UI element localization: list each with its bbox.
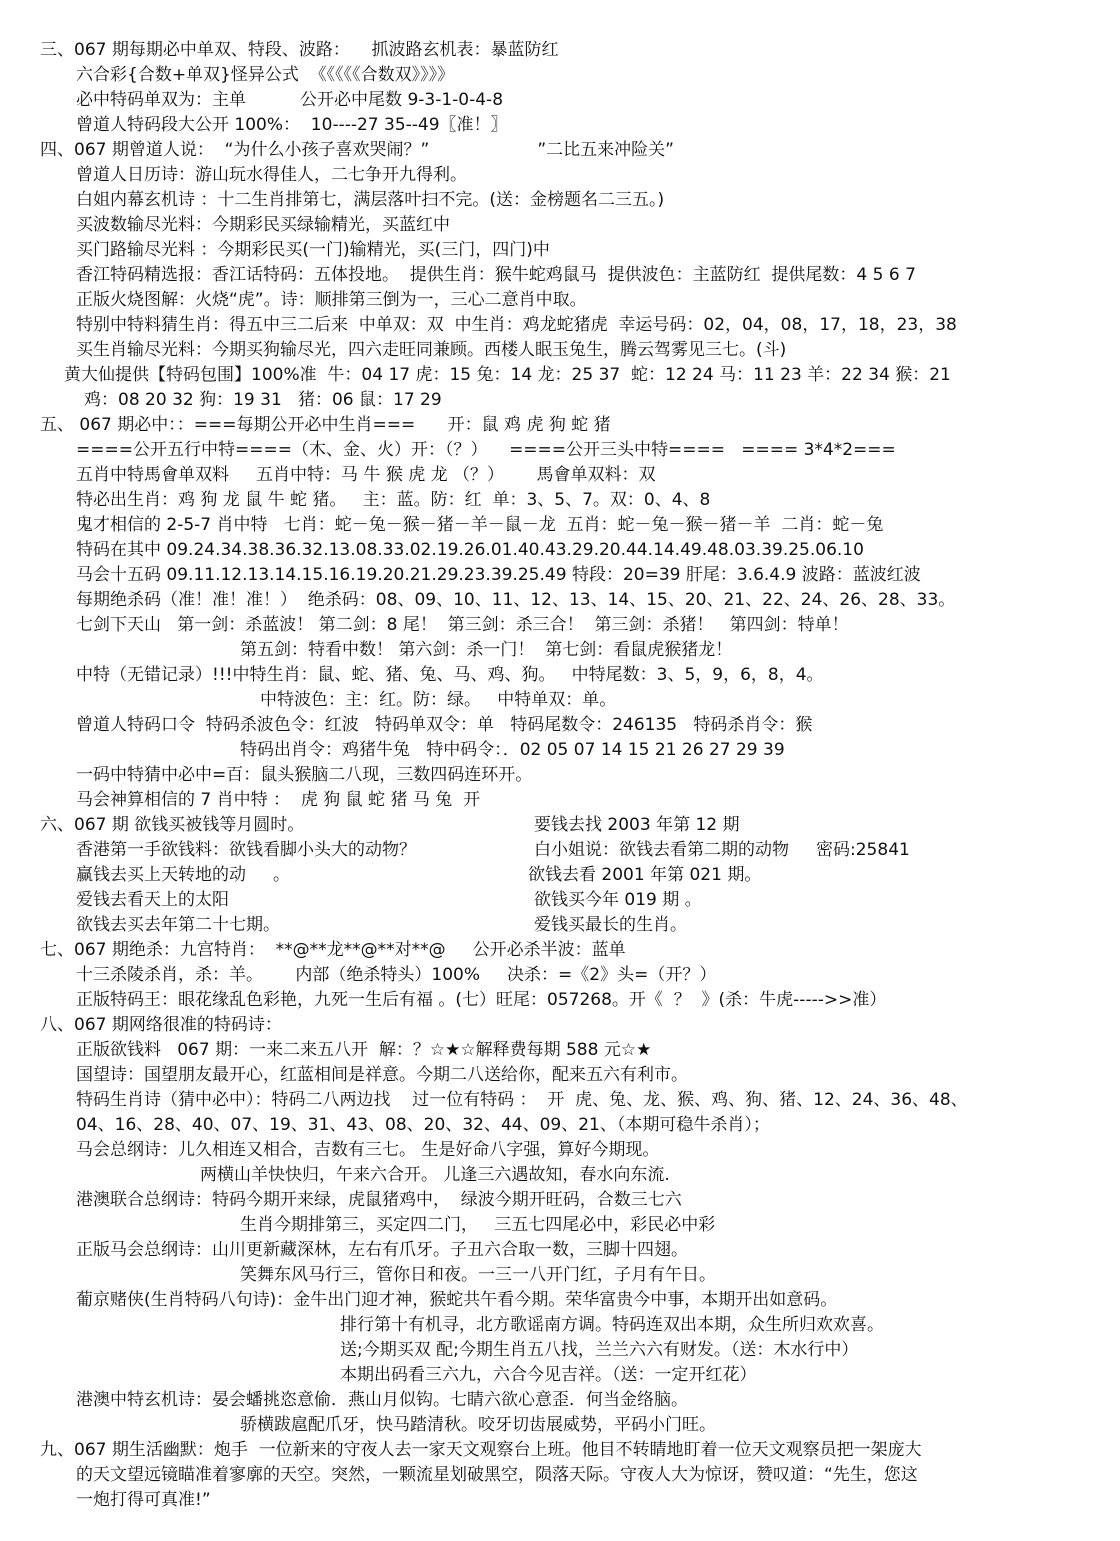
text-line: 一码中特猜中必中=百：鼠头猴脑二八现，三数四码连环开。 xyxy=(76,765,533,785)
text-line: 特别中特料猜生肖：得五中三二后来 中单双：双 中生肖：鸡龙蛇猪虎 幸运号码：02，04，08，17，18，23，38 xyxy=(76,315,957,335)
text-line: 中特波色：主：红。防：绿。 中特单双：单。 xyxy=(260,690,617,710)
text-line: 本期出码看三六九，六合今见吉祥。（送：一定开红花） xyxy=(340,1365,757,1385)
text-line: 要钱去找 2003 年第 12 期 xyxy=(534,815,740,835)
text-line: 买生肖输尽光料：今期买狗输尽光，四六走旺同兼顾。西楼人眠玉兔生，腾云驾雾见三七。(斗) xyxy=(76,340,787,360)
text-line: 正版特码王：眼花缘乱色彩艳，九死一生后有福 。(七）旺尾：057268。开《 ？ 》(杀：牛虎----->>准） xyxy=(76,990,887,1010)
text-line: 特码在其中 09.24.34.38.36.32.13.08.33.02.19.26.01.40.43.29.20.44.14.49.48.03.39.25.06.10 xyxy=(76,540,864,560)
section-4-header: 四、067 期曾道人说： “为什么小孩子喜欢哭闹？” ”二比五来冲险关” xyxy=(40,140,674,160)
text-line: 香港第一手欲钱料：欲钱看脚小头大的动物？ xyxy=(76,840,416,860)
text-line: 买门路输尽光料 ：今期彩民买(一门)输精光，买(三门，四门)中 xyxy=(76,240,550,260)
text-line: 五肖中特馬會单双料 五肖中特：马 牛 猴 虎 龙 （？） 馬會单双料：双 xyxy=(76,465,656,485)
text-line: 赢钱去买上天转地的动 。 xyxy=(76,865,291,885)
text-line: 正版欲钱料 067 期：一来二来五八开 解：？☆★☆解释费每期 588 元☆★ xyxy=(76,1040,652,1060)
text-line: 必中特码单双为：主单 公开必中尾数 9-3-1-0-4-8 xyxy=(76,90,504,110)
section-5-header: 五、 067 期必中：：===每期公开必中生肖=== 开：鼠 鸡 虎 狗 蛇 猪 xyxy=(40,415,611,435)
text-line: 04、16、28、40、07、19、31、43、08、20、32、44、09、21、（本期可稳牛杀肖）； xyxy=(76,1115,770,1135)
section-9-header: 九、067 期生活幽默：炮手 一位新来的守夜人去一家天文观察台上班。他目不转睛地盯着一位天文观察员把一架庞大 xyxy=(40,1440,922,1460)
text-line: 特码生肖诗（猜中必中）：特码二八两边找 过一位有特码 ： 开 虎、兔、龙、猴、鸡、狗、猪、12、24、36、48、 xyxy=(76,1090,968,1110)
text-line: 葡京赌侠(生肖特码八句诗)：金牛出门迎才神，猴蛇共午看今期。荣华富贵今中事，本期开出如意码。 xyxy=(76,1290,838,1310)
section-6-header: 六、067 期 欲钱买被钱等月圆时。 xyxy=(40,815,305,835)
text-line: 白小姐说：欲钱去看第二期的动物 密码:25841 xyxy=(534,840,910,860)
text-line: 国望诗：国望朋友最开心，红蓝相间是祥意。今期二八送给你，配来五六有利市。 xyxy=(76,1065,688,1085)
text-line: 欲钱买今年 019 期 。 xyxy=(534,890,702,910)
text-line: 爱钱买最长的生肖。 xyxy=(534,915,687,935)
text-line: 马会十五码 09.11.12.13.14.15.16.19.20.21.29.23.39.25.49 特段：20=39 肝尾：3.6.4.9 波路：蓝波红波 xyxy=(76,565,921,585)
text-line: 正版火烧图解：火烧“虎”。诗：顺排第三倒为一，三心二意肖中取。 xyxy=(76,290,587,310)
text-line: 爱钱去看天上的太阳 xyxy=(76,890,229,910)
text-line: 曾道人日历诗：游山玩水得佳人，二七争开九得利。 xyxy=(76,165,467,185)
text-line: 六合彩{合数+单双}怪异公式 《《《《《合数双》》》》 xyxy=(76,65,455,85)
text-line: 骄横跋扈配爪牙，快马踏清秋。咬牙切齿展威势，平码小门旺。 xyxy=(240,1415,716,1435)
text-line: 港澳联合总纲诗：特码今期开来绿，虎鼠猪鸡中， 绿波今期开旺码，合数三七六 xyxy=(76,1190,682,1210)
text-line: 一炮打得可真准!” xyxy=(76,1490,211,1510)
text-line: 中特（无错记录）!!!中特生肖：鼠、蛇、猪、兔、马、鸡、狗。 中特尾数：3、5，9，6，8，4。 xyxy=(76,665,824,685)
text-line: 两横山羊快快归，午来六合开。 儿逢三六遇故知，春水向东流. xyxy=(200,1165,670,1185)
section-3-header: 三、067 期每期必中单双、特段、波路： 抓波路玄机表：暴蓝防红 xyxy=(40,40,559,60)
text-line: 白姐内幕玄机诗 ：十二生肖排第七，满层落叶扫不完。(送：金榜题名二三五。) xyxy=(76,190,665,210)
text-line: 排行第十有机寻，北方歌谣南方调。特码连双出本期，众生所归欢欢喜。 xyxy=(340,1315,884,1335)
text-line: 马会总纲诗：儿久相连又相合，吉数有三七。 生是好命八字强，算好今期现。 xyxy=(76,1140,660,1160)
text-line: 港澳中特玄机诗：晏会蟠挑恣意偷．燕山月似钩。七睛六欲心意歪．何当金络脑。 xyxy=(76,1390,688,1410)
text-line: 七剑下天山 第一剑：杀蓝波！ 第二剑：8 尾！ 第三剑：杀三合！ 第三剑：杀猪！ 第四剑：特单！ xyxy=(76,615,849,635)
text-line: 第五剑：特看中数！ 第六剑：杀一门！ 第七剑：看鼠虎猴猪龙！ xyxy=(240,640,733,660)
text-line: 的天文望远镜瞄准着寥廓的天空。突然，一颗流星划破黑空，陨落天际。守夜人大为惊讶，赞叹道：“先生，您这 xyxy=(76,1465,918,1485)
text-line: 笑舞东风马行三，管你日和夜。一三一八开门红，子月有午日。 xyxy=(240,1265,716,1285)
text-line: 特必出生肖：鸡 狗 龙 鼠 牛 蛇 猪。 主：蓝。防：红 单：3、5、7。双：0、4、8 xyxy=(76,490,711,510)
text-line: 欲钱去看 2001 年第 021 期。 xyxy=(528,865,762,885)
text-line: 生肖今期排第三，买定四二门， 三五七四尾必中，彩民必中彩 xyxy=(240,1215,716,1235)
text-line: 送;今期买双 配;今期生肖五八找，兰兰六六有财发。（送：木水行中） xyxy=(340,1340,859,1360)
text-line: 黄大仙提供【特码包围】100%准 牛：04 17 虎：15 兔：14 龙：25 37 蛇：12 24 马：11 23 羊：22 34 猴：21 xyxy=(64,365,951,385)
section-8-header: 八、067 期网络很准的特码诗： xyxy=(40,1015,282,1035)
text-line: 正版马会总纲诗：山川更新藏深林，左右有爪牙。子丑六合取一数，三脚十四翅。 xyxy=(76,1240,688,1260)
text-line: 特码出肖令：鸡猪牛兔 特中码令：．02 05 07 14 15 21 26 27 29 39 xyxy=(240,740,785,760)
section-7-header: 七、067 期绝杀：九宫特肖： **@**龙**@**对**@ 公开必杀半波：蓝单 xyxy=(40,940,626,960)
text-line: 欲钱去买去年第二十七期。 xyxy=(76,915,280,935)
text-line: 曾道人特码段大公开 100%： 10----27 35--49〖准！〗 xyxy=(76,115,508,135)
text-line: 鸡：08 20 32 狗：19 31 猪：06 鼠：17 29 xyxy=(84,390,442,410)
text-line: 买波数输尽光料：今期彩民买绿输精光，买蓝红中 xyxy=(76,215,450,235)
text-line: 十三杀陵杀肖，杀：羊。 内部（绝杀特头）100% 决杀：=《2》头=（开？） xyxy=(76,965,717,985)
text-line: 马会神算相信的 7 肖中特 ： 虎 狗 鼠 蛇 猪 马 兔 开 xyxy=(76,790,481,810)
text-line: 鬼才相信的 2-5-7 肖中特 七肖：蛇－兔－猴－猪－羊－鼠－龙 五肖：蛇－兔－猴－猪－羊 二肖：蛇－兔 xyxy=(76,515,884,535)
text-line: 曾道人特码口令 特码杀波色令：红波 特码单双令：单 特码尾数令：246135 特码杀肖令：猴 xyxy=(76,715,813,735)
text-line: 香江特码精选报：香江话特码：五体投地。 提供生肖：猴牛蛇鸡鼠马 提供波色：主蓝防红 提供尾数：4 5 6 7 xyxy=(76,265,916,285)
text-line: 每期绝杀码（准！准！准！） 绝杀码：08、09、10、11、12、13、14、15、20、21、22、24、26、28、33。 xyxy=(76,590,956,610)
text-line: ====公开五行中特====（木、金、火）开：（？） ====公开三头中特==== ==== 3*4*2=== xyxy=(76,440,896,460)
